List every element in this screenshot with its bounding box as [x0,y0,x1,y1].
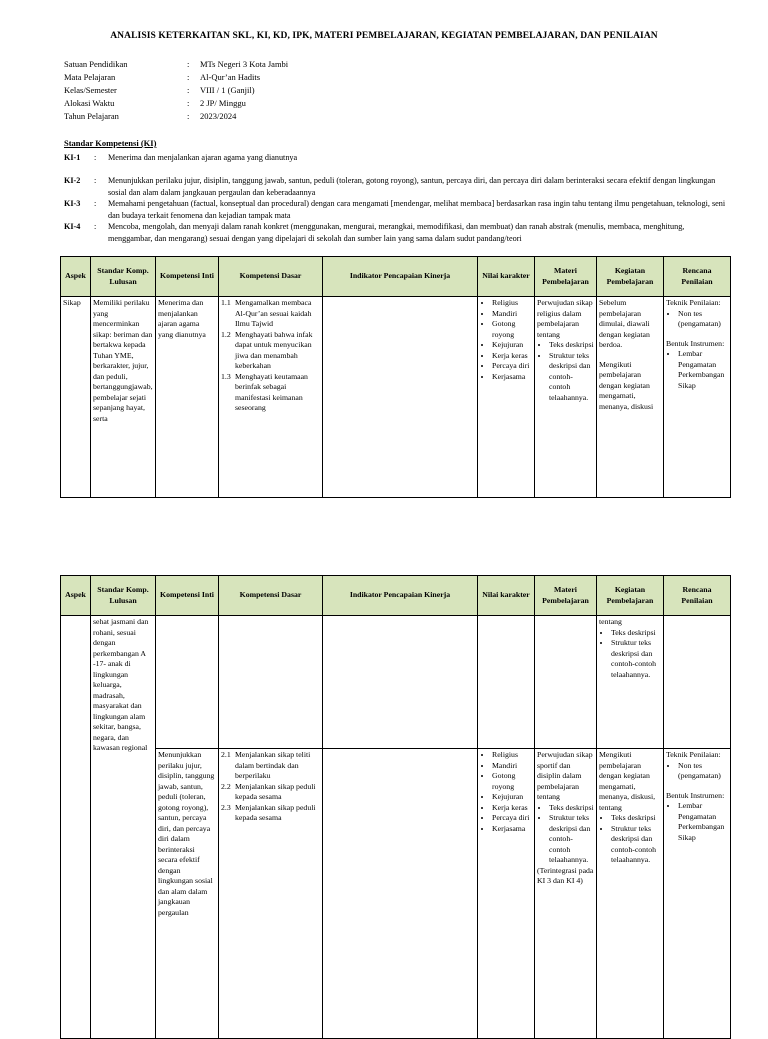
penilaian-teknik: Teknik Penilaian: [666,298,721,307]
nilai-item: • Gotong royong [492,319,532,340]
cell-skl: Memiliki perilaku yang mencerminkan sikap: beriman dan bertakwa kepada Tuhan YME, berkarakter, jujur, dan peduli, bertanggungjawab, pembelajar sejati sepanjang hayat, serta [91,297,156,498]
cell-ipk [323,616,478,749]
kd-item: 1.3 Menghayati keutamaan berinfak sebagai manifestasi keimanan seseorang [221,371,308,412]
document-title: ANALISIS KETERKAITAN SKL, KI, KD, IPK, MATERI PEMBELAJARAN, KEGIATAN PEMBELAJARAN, DAN PENILAIAN [110,31,658,41]
header-aspek: Aspek [61,257,91,297]
kd-item: 2.3 Menjalankan sikap peduli kepada sesama [221,802,316,822]
header-ipk: Indikator Pencapaian Kinerja [323,257,478,297]
cell-kegiatan [597,749,664,1039]
penilaian-bentuk-item: • Lembar Pengamatan Perkembangan Sikap [678,349,728,391]
cell-nilai [478,297,535,498]
identity-block [64,58,288,123]
header-kegiatan: Kegiatan Pembelajaran [597,257,664,297]
header-ki: Kompetensi Inti [156,257,219,297]
kd-item: 1.1 Mengamalkan membaca Al-Qur’an sesuai kaidah Ilmu Tajwid [221,298,312,328]
nilai-item: • Percaya diri [492,813,532,824]
cell-aspek: Sikap [61,297,91,498]
cell-ki: Menerima dan menjalankan ajaran agama yang dianutnya [156,297,219,498]
kegiatan-item: • Teks deskripsi [611,628,661,639]
nilai-item: • Kerja keras [492,351,532,362]
cell-materi [535,749,597,1039]
kegiatan-intro: Mengikuti pembelajaran dengan kegiatan mengamati, menanya, diskusi, tentang [599,750,656,812]
kegiatan-item: • Struktur teks deskripsi dan contoh-contoh telaahannya. [611,824,661,866]
info-row: Satuan Pendidikan : MTs Negeri 3 Kota Jambi [64,59,289,69]
ki-code: KI-2 [64,176,81,185]
materi-intro: Perwujudan sikap religius dalam pembelajaran tentang [537,298,593,339]
ki-item: KI-4 : Mencoba, mengolah, dan menyaji dalam ranah konkret (menggunakan, mengurai, merangkai, memodifikasi, dan membuat) dan ranah abstrak (menulis, membaca, menghitung, menggambar, dan mengarang) sesuai dengan yang dipelajari di sekolah dan sumber lain yang sama dalam sudut pandang/teori [64,221,728,244]
cell-materi [535,297,597,498]
ki-item: KI-3 : Memahami pengetahuan (factual, konseptual dan procedural) dengan cara mengamati [mendengar, melihat membaca] berdasarkan rasa ingin tahu tentang ilmu pengetahuan, teknologi, seni dan budaya terkait fenomena dan kejadian tampak mata [64,198,728,221]
header-skl: Standar Komp. Lulusan [91,576,156,616]
penilaian-bentuk: Bentuk Instrumen: [666,790,725,800]
info-label: Tahun Pelajaran [64,111,119,121]
ki-text: Menunjukkan perilaku jujur, disiplin, tanggung jawab, santun, peduli (toleran, gotong royong), santun, percaya diri, dan percaya diri dalam berinteraksi secara efektif dengan lingkungan sosial dan alam dalam jangkauan pergaulan dan keberadaannya [108,176,716,197]
kd-item: 2.2 Menjalankan sikap peduli kepada sesama [221,781,316,801]
cell-ipk [323,749,478,1039]
ki-text: Menerima dan menjalankan ajaran agama yang dianutnya [108,153,298,162]
nilai-item: • Religius [492,750,532,761]
ki-code: KI-1 [64,153,81,162]
info-value: 2023/2024 [200,111,237,121]
header-kd: Kompetensi Dasar [219,257,323,297]
ki-code: KI-3 [64,199,81,208]
kegiatan-text: Sebelum pembelajaran dimulai, diawali dengan kegiatan berdoa. [599,298,650,349]
header-penilaian: Rencana Penilaian [664,576,731,616]
cell-ki: Menunjukkan perilaku jujur, disiplin, tanggung jawab, santun, peduli (toleran, gotong royong), santun, percaya diri, dan percaya diri dalam berinteraksi secara efektif dengan lingkungan sosial dan alam dalam jangkauan pergaulan [156,749,219,1039]
table-header-row [61,257,731,297]
info-label: Satuan Pendidikan [64,59,128,69]
cell-penilaian [664,749,731,1039]
nilai-item: • Kerjasama [492,372,532,383]
materi-item: • Teks deskripsi [549,340,594,351]
kegiatan-item: • Struktur teks deskripsi dan contoh-contoh telaahannya. [611,638,661,680]
info-label: Mata Pelajaran [64,72,116,82]
table-header-row [61,576,731,616]
info-row: Tahun Pelajaran : 2023/2024 [64,111,237,121]
cell-penilaian [664,616,731,749]
header-ipk: Indikator Pencapaian Kinerja [323,576,478,616]
header-ki: Kompetensi Inti [156,576,219,616]
ki-heading: Standar Kompetensi (KI) [64,138,157,148]
nilai-item: • Gotong royong [492,771,532,792]
ki-item: KI-2 : Menunjukkan perilaku jujur, disiplin, tanggung jawab, santun, peduli (toleran, gotong royong), santun, percaya diri, dan percaya diri dalam berinteraksi secara efektif dengan lingkungan sosial dan alam dalam jangkauan pergaulan dan keberadaannya [64,175,728,198]
analysis-table-1 [60,256,731,498]
nilai-item: • Mandiri [492,309,532,320]
nilai-item: • Kejujuran [492,792,532,803]
header-skl: Standar Komp. Lulusan [91,257,156,297]
cell-ipk [323,297,478,498]
info-label: Alokasi Waktu [64,98,115,108]
info-value: VIII / 1 (Ganjil) [200,85,255,95]
nilai-item: • Religius [492,298,532,309]
table-row [61,297,731,498]
penilaian-bentuk-item: • Lembar Pengamatan Perkembangan Sikap [678,801,728,843]
cell-nilai [478,616,535,749]
cell-ki [156,616,219,749]
nilai-item: • Kerjasama [492,824,532,835]
materi-item: • Struktur teks deskripsi dan contoh-contoh telaahannya. [549,813,594,866]
header-aspek: Aspek [61,576,91,616]
nilai-item: • Percaya diri [492,361,532,372]
header-nilai: Nilai karakter [478,576,535,616]
kegiatan-item: • Teks deskripsi [611,813,661,824]
ki-item: KI-1 : Menerima dan menjalankan ajaran agama yang dianutnya [64,152,728,164]
info-label: Kelas/Semester [64,85,117,95]
cell-skl: sehat jasmani dan rohani, sesuai dengan perkembangan A -17- anak di lingkungan keluarga, madrasah, masyarakat dan lingkungan alam sekitar, bangsa, negara, dan kawasan regional [91,616,156,1039]
kd-item: 1.2 Menghayati bahwa infak dapat untuk menyucikan jiwa dan menambah keberkahan [221,329,313,370]
penilaian-teknik-item: • Non tes (pengamatan) [678,761,728,782]
materi-note: (Terintegrasi pada KI 3 dan KI 4) [537,865,594,885]
penilaian-teknik: Teknik Penilaian: [666,750,721,759]
nilai-item: • Kejujuran [492,340,532,351]
ki-text: Memahami pengetahuan (factual, konseptual dan procedural) dengan cara mengamati [mendengar, melihat membaca] berdasarkan rasa ingin tahu tentang ilmu pengetahuan, teknologi, seni dan budaya terkait fenomena dan kejadian tampak mata [108,199,726,220]
info-value: MTs Negeri 3 Kota Jambi [200,59,289,69]
cell-kegiatan [597,616,664,749]
table-row [61,616,731,749]
info-row: Mata Pelajaran : Al-Qur’an Hadits [64,72,261,82]
kd-item: 2.1 Menjalankan sikap teliti dalam bertindak dan berperilaku [221,750,311,780]
info-value: 2 JP/ Minggu [200,98,246,108]
header-materi: Materi Pembelajaran [535,576,597,616]
header-nilai: Nilai karakter [478,257,535,297]
header-kegiatan: Kegiatan Pembelajaran [597,576,664,616]
cell-kd [219,749,323,1039]
materi-item: • Struktur teks deskripsi dan contoh-contoh telaahannya. [549,351,594,404]
cell-kd [219,616,323,749]
cell-penilaian [664,297,731,498]
kegiatan-intro: tentang [599,617,622,626]
cell-kd [219,297,323,498]
analysis-table-2 [60,575,731,1039]
cell-aspek [61,616,91,1039]
ki-text: Mencoba, mengolah, dan menyaji dalam ranah konkret (menggunakan, mengurai, merangkai, memodifikasi, dan membuat) dan ranah abstrak (menulis, membaca, menghitung, menggambar, dan mengarang) sesuai dengan yang dipelajari di sekolah dan sumber lain yang sama dalam sudut pandang/teori [108,222,685,243]
ki-code: KI-4 [64,222,81,231]
nilai-item: • Kerja keras [492,803,532,814]
header-materi: Materi Pembelajaran [535,257,597,297]
materi-intro: Perwujudan sikap sportif dan disiplin dalam pembelajaran tentang [537,750,593,801]
table-row [61,749,731,1039]
cell-materi [535,616,597,749]
info-row: Kelas/Semester : VIII / 1 (Ganjil) [64,85,255,95]
penilaian-bentuk: Bentuk Instrumen: [666,338,725,348]
cell-kegiatan [597,297,664,498]
kegiatan-text-2: Mengikuti pembelajaran dengan kegiatan mengamati, menanya, diskusi [599,359,654,411]
cell-nilai [478,749,535,1039]
penilaian-teknik-item: • Non tes (pengamatan) [678,309,728,330]
materi-item: • Teks deskripsi [549,803,594,814]
info-value: Al-Qur’an Hadits [200,72,261,82]
header-kd: Kompetensi Dasar [219,576,323,616]
nilai-item: • Mandiri [492,761,532,772]
header-penilaian: Rencana Penilaian [664,257,731,297]
info-row: Alokasi Waktu : 2 JP/ Minggu [64,98,246,108]
